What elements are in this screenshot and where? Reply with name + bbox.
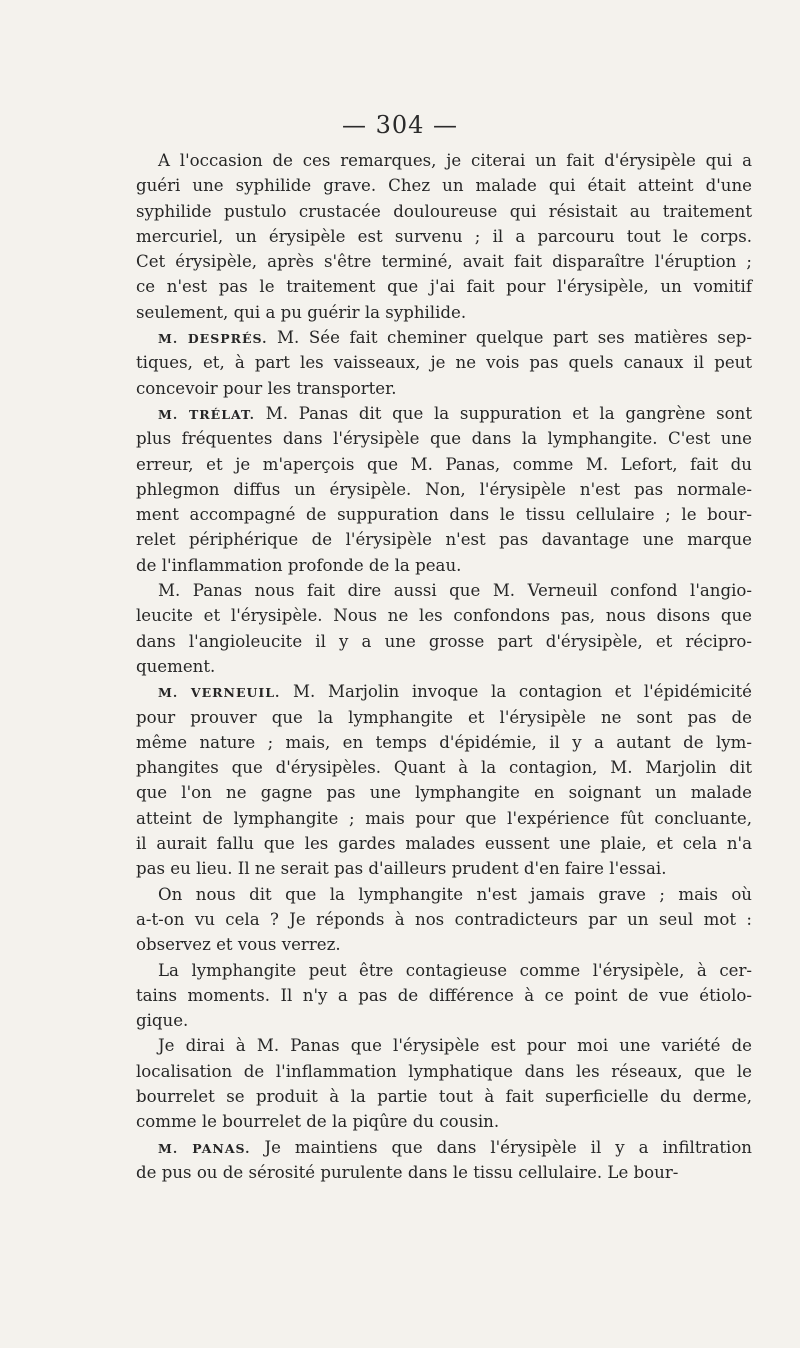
line-text: atteint de lymphangite ; mais pour que l'expérience fût concluante, xyxy=(136,808,752,828)
line-text: seulement, qui a pu guérir la syphilide. xyxy=(136,302,467,322)
text-line xyxy=(136,1135,752,1160)
text-line xyxy=(136,603,752,628)
line-text: Je maintiens que dans l'érysipèle il y a infiltration xyxy=(250,1137,752,1157)
text-line xyxy=(136,1059,752,1084)
text-line xyxy=(136,629,752,654)
line-text: de l'inflammation profonde de la peau. xyxy=(136,555,462,575)
text-line xyxy=(136,274,752,299)
text-line xyxy=(136,148,752,173)
text-line xyxy=(136,527,752,552)
line-text: il aurait fallu que les gardes malades eussent une plaie, et cela n'a xyxy=(136,834,752,854)
text-line xyxy=(136,806,752,831)
text-line xyxy=(136,173,752,198)
line-text: tains moments. Il n'y a pas de différence à ce point de vue étiolo- xyxy=(136,985,752,1005)
speaker-name: M. TRÉLAT. xyxy=(158,406,256,422)
paragraph xyxy=(136,1135,752,1186)
text-line xyxy=(136,1160,752,1185)
text-line xyxy=(136,502,752,527)
line-text: localisation de l'inflammation lymphatique dans les réseaux, que le xyxy=(136,1061,752,1081)
text-line xyxy=(136,755,752,780)
text-line xyxy=(136,376,752,401)
line-text: guéri une syphilide grave. Chez un malade qui était atteint d'une xyxy=(136,176,752,196)
text-line xyxy=(136,705,752,730)
paragraph xyxy=(136,401,752,578)
line-text: M. Panas nous fait dire aussi que M. Verneuil confond l'angio- xyxy=(158,581,752,601)
line-text: Je dirai à M. Panas que l'érysipèle est pour moi une variété de xyxy=(158,1036,752,1056)
text-line xyxy=(136,350,752,375)
line-text: M. Panas dit que la suppuration et la gangrène sont xyxy=(255,403,752,423)
line-text: concevoir pour les transporter. xyxy=(136,378,397,398)
line-text: erreur, et je m'aperçois que M. Panas, comme M. Lefort, fait du xyxy=(136,454,752,474)
speaker-name: M. VERNEUIL. xyxy=(158,685,281,701)
line-text: M. Marjolin invoque la contagion et l'épidémicité xyxy=(280,682,753,702)
paragraph xyxy=(136,1033,752,1134)
text-line xyxy=(136,730,752,755)
text-line xyxy=(136,679,752,704)
text-line xyxy=(136,1008,752,1033)
page-number: — 304 — xyxy=(341,111,459,139)
text-line xyxy=(136,426,752,451)
text-line xyxy=(136,856,752,881)
text-line xyxy=(136,958,752,983)
paragraph xyxy=(136,325,752,401)
text-line xyxy=(136,578,752,603)
line-text: A l'occasion de ces remarques, je citerai un fait d'érysipèle qui a xyxy=(158,151,752,170)
line-text: La lymphangite peut être contagieuse comme l'érysipèle, à cer- xyxy=(158,960,752,980)
text-line xyxy=(136,249,752,274)
line-text: On nous dit que la lymphangite n'est jamais grave ; mais où xyxy=(158,884,752,904)
text-line xyxy=(136,831,752,856)
line-text: phlegmon diffus un érysipèle. Non, l'érysipèle n'est pas normale- xyxy=(136,479,752,499)
text-line xyxy=(136,1084,752,1109)
paragraph xyxy=(136,958,752,1034)
speaker-name: M. PANAS. xyxy=(158,1140,251,1156)
line-text: quement. xyxy=(136,656,216,676)
line-text: gique. xyxy=(136,1011,189,1031)
text-line xyxy=(136,477,752,502)
line-text: phangites que d'érysipèles. Quant à la contagion, M. Marjolin dit xyxy=(136,758,752,778)
text-line xyxy=(136,401,752,426)
line-text: même nature ; mais, en temps d'épidémie, il y a autant de lym- xyxy=(136,732,752,752)
line-text: mercuriel, un érysipèle est survenu ; il a parcouru tout le corps. xyxy=(136,226,752,246)
text-line xyxy=(136,983,752,1008)
text-line xyxy=(136,654,752,679)
text-line xyxy=(136,452,752,477)
line-text: ment accompagné de suppuration dans le tissu cellulaire ; le bour- xyxy=(136,505,752,525)
text-line xyxy=(136,882,752,907)
line-text: bourrelet se produit à la partie tout à fait superficielle du derme, xyxy=(136,1086,752,1106)
speaker-name: M. DESPRÉS. xyxy=(158,331,268,347)
text-line xyxy=(136,224,752,249)
line-text: de pus ou de sérosité purulente dans le tissu cellulaire. Le bour- xyxy=(136,1162,679,1182)
text-line xyxy=(136,1109,752,1134)
text-line xyxy=(136,300,752,325)
line-text: que l'on ne gagne pas une lymphangite en soignant un malade xyxy=(136,783,752,803)
text-line xyxy=(136,199,752,224)
line-text: comme le bourrelet de la piqûre du cousin. xyxy=(136,1112,500,1132)
text-line xyxy=(136,553,752,578)
text-line xyxy=(136,325,752,350)
paragraph xyxy=(136,148,752,325)
line-text: syphilide pustulo crustacée douloureuse qui résistait au traitement xyxy=(136,201,752,221)
line-text: dans l'angioleucite il y a une grosse part d'érysipèle, et récipro- xyxy=(136,631,752,651)
line-text: tiques, et, à part les vaisseaux, je ne vois pas quels canaux il peut xyxy=(136,353,752,373)
line-text: a-t-on vu cela ? Je réponds à nos contradicteurs par un seul mot : xyxy=(136,909,752,929)
text-line xyxy=(136,907,752,932)
line-text: relet périphérique de l'érysipèle n'est pas davantage une marque xyxy=(136,530,752,550)
line-text: M. Sée fait cheminer quelque part ses matières sep- xyxy=(267,328,752,348)
line-text: pour prouver que la lymphangite et l'érysipèle ne sont pas de xyxy=(136,707,752,727)
paragraph xyxy=(136,578,752,679)
paragraph xyxy=(136,882,752,958)
line-text: plus fréquentes dans l'érysipèle que dans la lymphangite. C'est une xyxy=(136,429,752,449)
line-text: pas eu lieu. Il ne serait pas d'ailleurs prudent d'en faire l'essai. xyxy=(136,859,667,879)
text-line xyxy=(136,1033,752,1058)
paragraph xyxy=(136,679,752,881)
body-text xyxy=(136,148,752,1185)
line-text: Cet érysipèle, après s'être terminé, avait fait disparaître l'éruption ; xyxy=(136,252,752,272)
line-text: ce n'est pas le traitement que j'ai fait pour l'érysipèle, un vomitif xyxy=(136,277,752,297)
line-text: leucite et l'érysipèle. Nous ne les confondons pas, nous disons que xyxy=(136,606,752,626)
text-line xyxy=(136,780,752,805)
text-line xyxy=(136,932,752,957)
line-text: observez et vous verrez. xyxy=(136,935,341,955)
